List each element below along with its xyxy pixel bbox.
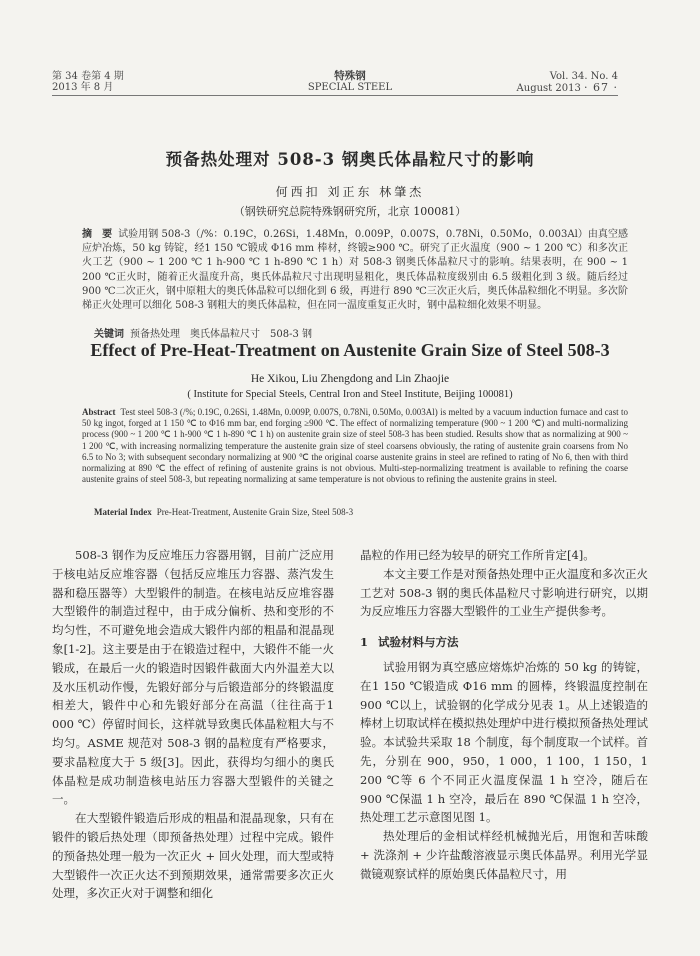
journal-name-en: SPECIAL STEEL <box>307 82 393 93</box>
publication-date-en: August 2013 <box>516 83 581 94</box>
paragraph: 试验用钢为真空感应熔炼炉冶炼的 50 kg 的铸锭，在1 150 ℃锻造成 Φ16 mm 的圆棒，终锻温度控制在 900 ℃以上，试验钢的化学成分见表 1。从上述锻造的棒材上切取试样在模拟热处理炉中进行模拟预备热处理试验。本试验共采取 18 个制度，每个制度取一个试样。首先，分别在 900，950，1 000，1 100，1 150，1 200 ℃等 6 个不同正火温度保温 1 h 空冷，随后在 900 ℃保温 1 h 空冷，最后在 890 ℃保温 1 h 空冷，热处理工艺示意图见图 1。 <box>360 659 648 825</box>
material-index-text: Pre-Heat-Treatment, Austenite Grain Size, Steel 508-3 <box>156 507 354 517</box>
paragraph: 本文主要工作是对预备热处理中正火温度和多次正火工艺对 508-3 钢的奥氏体晶粒尺寸影响进行研究，以期为反应堆压力容器大型锻件的工业生产提供参考。 <box>360 566 648 619</box>
section-heading <box>360 633 648 652</box>
material-index-en <box>94 507 634 517</box>
paragraph: 在大型锻件锻造后形成的粗晶和混晶现象，只有在锻件的锻后热处理（即预备热处理）过程中完成。锻件的预备热处理一般为一次正火 + 回火处理，而大型或特大型锻件一次正火达不到预期效果，通常需要多次正火处理，多次正火对于调整和细化 <box>52 811 334 901</box>
body-column-right <box>360 546 648 884</box>
abstract-en-text: Test steel 508-3 (/%; 0.19C, 0.26Si, 1.48Mn, 0.009P, 0.007S, 0.78Ni, 0.50Mo, 0.003Al) is melted by a vacuum induction furnace and cast to 50 kg ingot, forged at 1 150 ℃ to Φ16 mm bar, end forging ≥900 ℃. The effect of normalizing temperature (900 ~ 1 200 ℃) and multi-normalizing process (900 ~ 1 200 ℃ 1 h-900 ℃ 1 h-890 ℃ 1 h) on austenite grain size of steel 508-3 has been studied. Results show that as normalizing at 900 ~ 1 200 ℃, with increasing normalizing temperature the austenite grain size of steel coarsens obviously, the rating of austenite grain coarsens from No 6.5 to No 3; with subsequent secondary normalizing at 900 ℃ the original coarse austenite grains in steel are refined to rating of No 6, then with third normalizing at 890 ℃ the effect of refining of austenite grains is not obvious. Multi-step-normalizing treatment is available to refining the coarse austenite grains of steel 508-3, but repeating normalizing at same temperature is not obvious to refining the austenite grains in steel. <box>82 407 628 485</box>
running-header-right <box>517 71 618 94</box>
abstract-cn-label: 摘 要 <box>82 229 113 240</box>
abstract-en <box>82 407 628 485</box>
body-column-left <box>52 546 334 903</box>
section-title: 试验材料与方法 <box>378 635 459 650</box>
keywords-cn <box>94 325 624 340</box>
affiliation-cn: （钢铁研究总院特殊钢研究所，北京 100081） <box>233 205 467 218</box>
running-header-left <box>52 71 124 93</box>
publication-date: 2013 年 8 月 <box>52 82 114 93</box>
paragraph: 508-3 钢作为反应堆压力容器用钢，目前广泛应用于核电站反应堆容器（包括反应堆压力容器、蒸汽发生器和稳压器等）大型锻件的制造。在核电站反应堆容器大型锻件的制造过程中，由于成分偏析、热和变形的不均匀性，不可避免地会造成大锻件内部的粗晶和混晶现象[1-2]。这主要是由于在锻造过程中，大锻件不能一火锻成，在最后一火的锻造时因锻件截面大内外温差大以及水压机动作慢，先锻好部分与后锻造部分的终锻温度相差大，锻件中心和先锻好部分在高温（往往高于1 000 ℃）停留时间长，这样就导致奥氏体晶粒粗大与不均匀。ASME 规范对 508-3 钢的晶粒度有严格要求，要求晶粒度大于 5 级[3]。因此，获得均匀细小的奥氏体晶粒是成功制造核电站压力容器大型锻件的关键之一。 <box>52 548 334 807</box>
paragraph: 晶粒的作用已经为较早的研究工作所肯定[4]。 <box>360 548 595 562</box>
authors-cn: 何西扣 刘正东 林肇杰 <box>275 185 425 199</box>
volume-issue-en: Vol. 34. No. 4 <box>549 71 618 82</box>
abstract-cn-text: 试验用钢 508-3（/%：0.19C，0.26Si，1.48Mn，0.009P，0.007S，0.78Ni，0.50Mo，0.003Al）由真空感应炉冶炼，50 kg 铸锭，经1 150 ℃锻成 Φ16 mm 棒材，终锻≥900 ℃。研究了正火温度（900 ~ 1 200 ℃）和多次正火工艺（900 ~ 1 200 ℃ 1 h-900 ℃ 1 h-890 ℃ 1 h）对 508-3 钢奥氏体晶粒尺寸的影响。结果表明，在 900 ~ 1 200 ℃正火时，随着正火温度升高，奥氏体晶粒尺寸出现明显粗化，奥氏体晶粒度级别由 6.5 级粗化到 3 级。随后经过 900 ℃二次正火，钢中原粗大的奥氏体晶粒可以细化到 6 级，再进行 890 ℃三次正火后，奥氏体晶粒细化不明显。多次阶梯正火处理可以细化 508-3 钢粗大的奥氏体晶粒，但在同一温度重复正火时，钢中晶粒细化效果不明显。 <box>82 229 629 312</box>
keywords-cn-label: 关键词 <box>94 329 124 340</box>
journal-name-cn: 特殊钢 <box>334 70 366 82</box>
authors-en: He Xikou, Liu Zhengdong and Lin Zhaojie <box>250 373 450 385</box>
abstract-en-label: Abstract <box>82 407 116 417</box>
section-number: 1 <box>360 635 369 650</box>
paragraph: 热处理后的金相试样经机械抛光后，用饱和苦味酸 + 洗涤剂 + 少许盐酸溶液显示奥氏体晶界。利用光学显微镜观察试样的原始奥氏体晶粒尺寸，用 <box>360 829 648 881</box>
header-rule <box>52 95 618 96</box>
keywords-cn-text: 预备热处理 奥氏体晶粒尺寸 508-3 钢 <box>130 329 313 340</box>
material-index-label: Material Index <box>94 507 152 517</box>
affiliation-en: ( Institute for Special Steels, Central Iron and Steel Institute, Beijing 100081) <box>187 389 513 400</box>
article-title-en: Effect of Pre-Heat-Treatment on Austenite Grain Size of Steel 508-3 <box>90 340 610 360</box>
running-header-center <box>250 71 450 93</box>
abstract-cn <box>82 228 628 313</box>
volume-issue: 第 34 卷第 4 期 <box>52 71 124 82</box>
article-title-cn: 预备热处理对 508-3 钢奥氏体晶粒尺寸的影响 <box>165 150 535 169</box>
page-number: · 67 · <box>584 81 618 94</box>
